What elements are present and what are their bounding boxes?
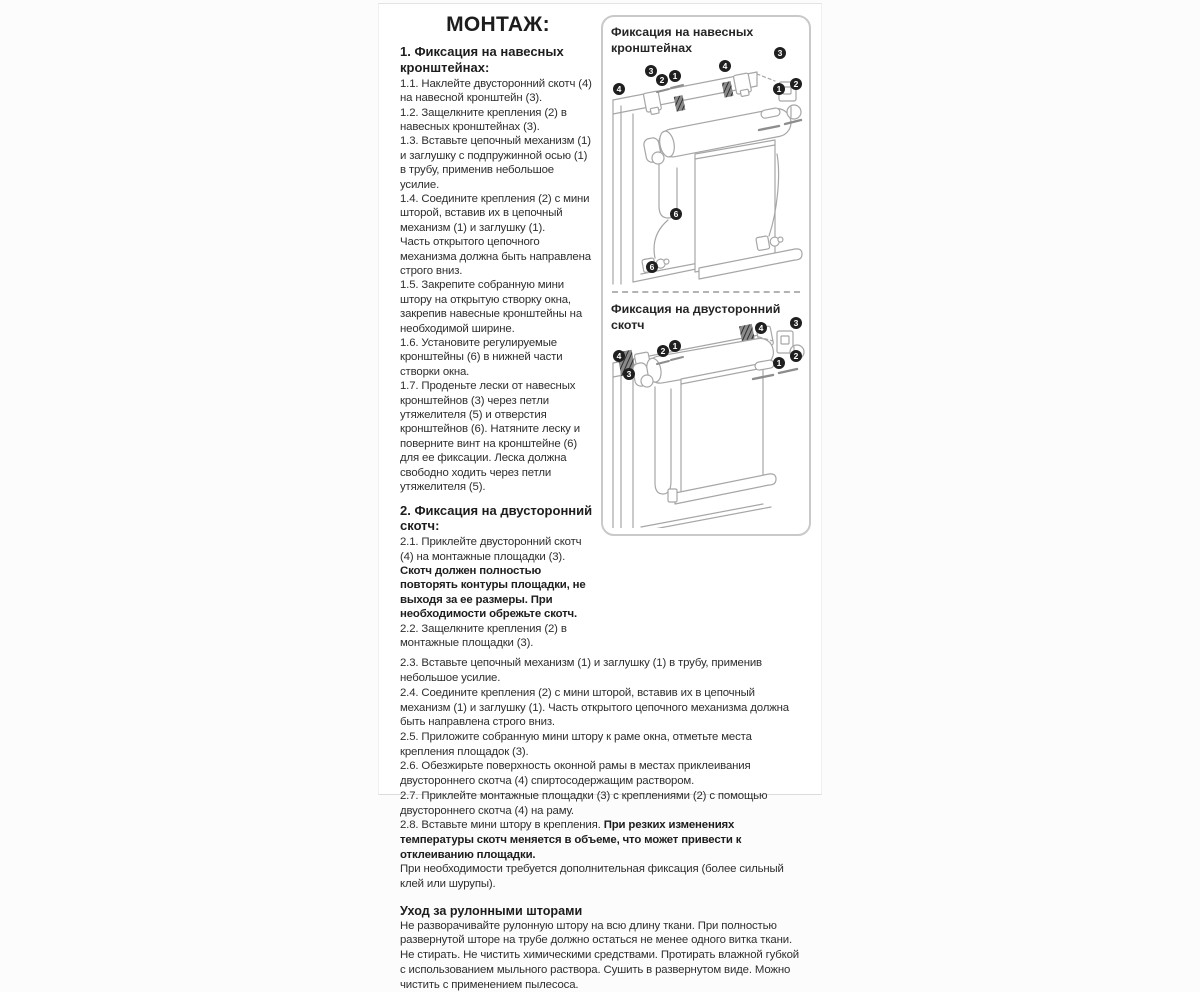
temperature-warning: При резких изменениях температуры скотч меняется в объеме, что может привести к отклеиванию площадки. (400, 819, 742, 861)
part-number-callout: 3 (645, 65, 657, 77)
diagram-2-title: Фиксация на двусторонний скотч (611, 302, 781, 332)
part-number-callout: 2 (790, 350, 802, 362)
section-1-heading: 1. Фиксация на навесных кронштейнах: (400, 44, 564, 75)
care-paragraph-2: Не стирать. Не чистить химическими средствами. Протирать влажной губкой с использованием мыльного раствора. Сушить в развернутом виде. Можно чистить с применением пылесоса. (400, 949, 800, 991)
step-1-1: 1.1. Наклейте двусторонний скотч (4) на навесной кронштейн (3). (400, 77, 592, 105)
instruction-sheet (378, 3, 822, 991)
page-title: МОНТАЖ: (446, 13, 550, 36)
part-number-callout: 3 (623, 368, 635, 380)
full-width-text (400, 656, 806, 992)
diagram-1-title: Фиксация на навесных кронштейнах (611, 25, 754, 55)
diagram-hanging-brackets (611, 25, 801, 286)
part-number-callout: 4 (755, 322, 767, 334)
step-1-3: 1.3. Вставьте цепочный механизм (1) и заглушку с подпружинной осью (1) в трубу, применив небольшое усилие. (400, 135, 591, 191)
step-2-5: 2.5. Приложите собранную мини штору к раме окна, отметьте места крепления площадок (3). (400, 730, 752, 758)
step-2-8-text: 2.8. Вставьте мини штору в крепления. (400, 819, 604, 832)
part-number-callout: 2 (790, 78, 802, 90)
diagram-divider (612, 291, 800, 293)
step-2-2: 2.2. Защелкните крепления (2) в монтажные площадки (3). (400, 622, 567, 650)
part-number-callout: 2 (657, 345, 669, 357)
step-1-4: 1.4. Соедините крепления (2) с мини шторой, вставив их в цепочный механизм (1) и заглушку (1). (400, 192, 590, 234)
part-number-callout: 2 (656, 74, 668, 86)
diagrams-column (601, 9, 811, 650)
part-number-callout: 4 (613, 350, 625, 362)
part-number-callout: 3 (774, 47, 786, 59)
step-2-6: 2.6. Обезжирьте поверхность оконной рамы в местах приклеивания двустороннего скотча (4) спиртосодержащим раствором. (400, 760, 751, 788)
step-2-3: 2.3. Вставьте цепочный механизм (1) и заглушку (1) в трубу, применив небольшое усилие. (400, 657, 762, 685)
part-number-callout: 1 (669, 340, 681, 352)
diagrams-panel (601, 15, 811, 536)
section-2-heading: 2. Фиксация на двусторонний скотч: (400, 502, 593, 534)
step-1-5: 1.5. Закрепите собранную мини штору на открытую створку окна, закрепив навесные кронштейны на необходимой ширине. (400, 279, 582, 335)
instructions-column (400, 9, 596, 650)
diagram-double-sided-tape (611, 302, 801, 528)
tape-warning-note: Скотч должен полностью повторять контуры площадки, не выходя за ее размеры. При необходимости обрежьте скотч. (400, 565, 586, 621)
step-1-7: 1.7. Проденьте лески от навесных кронштейнов (3) через петли утяжелителя (5) и отверстия кронштейнов (6). Натяните леску и поверните винт на кронштейне (6) для ее фиксации. Леска должна свободно ходить через петли утяжелителя (5). (400, 380, 580, 494)
window-blind-diagram-2 (611, 323, 805, 528)
step-1-6: 1.6. Установите регулируемые кронштейны (6) в нижней части створки окна. (400, 337, 563, 378)
step-2-8 (400, 818, 806, 862)
care-section-heading: Уход за рулонными шторами (400, 903, 583, 918)
step-1-2: 1.2. Защелкните крепления (2) в навесных кронштейнах (3). (400, 106, 567, 133)
step-2-7: 2.7. Приклейте монтажные площадки (3) с креплениями (2) с помощью двустороннего скотча (4) на раму. (400, 789, 768, 817)
part-number-callout: 1 (773, 83, 785, 95)
extra-fixation-note: При необходимости требуется дополнительная фиксация (более сильный клей или шурупы). (400, 863, 784, 891)
part-number-callout: 4 (719, 60, 731, 72)
part-number-callout: 1 (773, 357, 785, 369)
part-number-callout: 6 (646, 261, 658, 273)
care-paragraph-1: Не разворачивайте рулонную штору на всю длину ткани. При полностью развернутой шторе на трубе должно остаться не менее одного витка ткани. (400, 919, 792, 947)
part-number-callout: 4 (613, 83, 625, 95)
note-chain-down: Часть открытого цепочного механизма должна быть направлена строго вниз. (400, 236, 591, 277)
step-2-1: 2.1. Приклейте двусторонний скотч (4) на монтажные площадки (3). (400, 536, 582, 563)
part-number-callout: 3 (790, 317, 802, 329)
top-region (400, 9, 809, 650)
step-2-4: 2.4. Соедините крепления (2) с мини шторой, вставив их в цепочный механизм (1) и заглушку (1). Часть открытого цепочного механизма должна быть направлена строго вниз. (400, 686, 789, 729)
part-number-callout: 1 (669, 70, 681, 82)
part-number-callout: 6 (670, 208, 682, 220)
